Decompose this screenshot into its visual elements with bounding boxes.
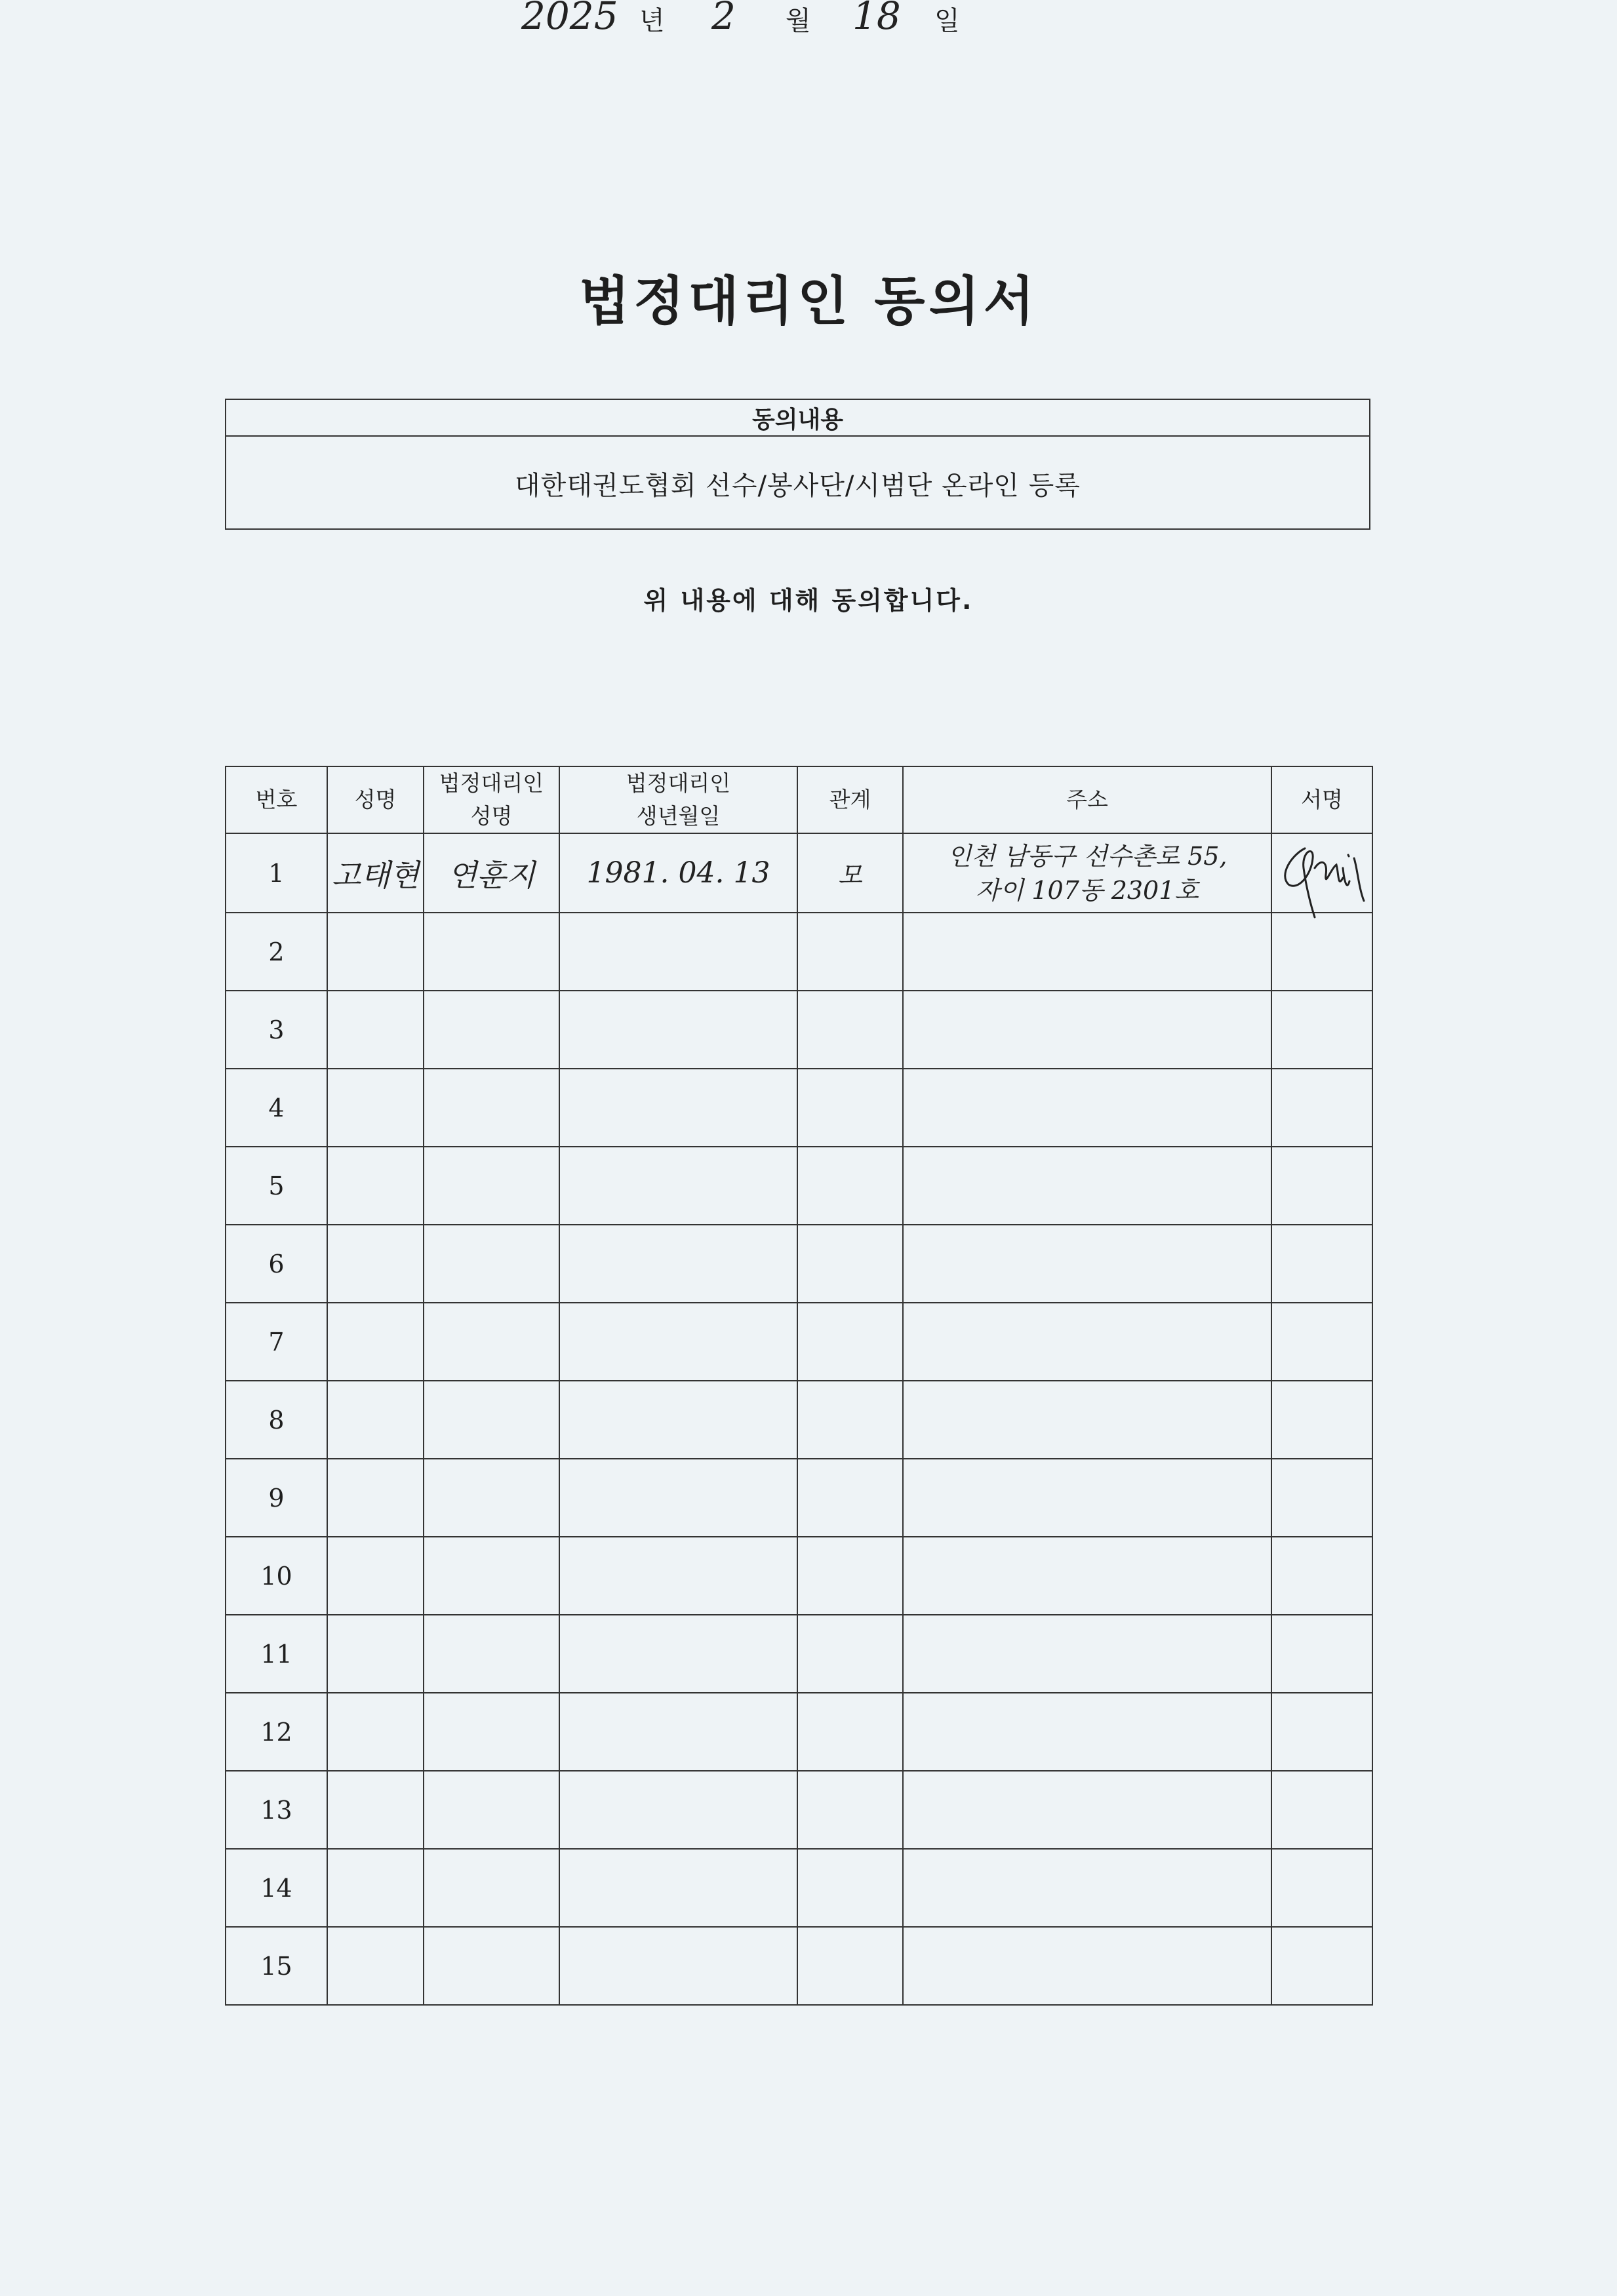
header-guardian-name-line2: 성명	[470, 803, 513, 829]
date-year: 2025	[521, 0, 618, 38]
table-row	[226, 833, 1372, 913]
table-row	[226, 1537, 1372, 1615]
agreement-box	[225, 399, 1370, 530]
cell-no: 1	[226, 833, 327, 913]
header-relation: 관계	[797, 766, 903, 833]
cell-no: 6	[226, 1225, 327, 1303]
cell-no: 3	[226, 991, 327, 1069]
cell-no: 5	[226, 1147, 327, 1225]
cell-no: 12	[226, 1693, 327, 1771]
header-guardian-birth-line1: 법정대리인	[626, 770, 731, 796]
table-row	[226, 1459, 1372, 1537]
header-no: 번호	[226, 766, 327, 833]
table-row	[226, 1225, 1372, 1303]
cell-no: 11	[226, 1615, 327, 1693]
cell-address	[903, 833, 1271, 913]
address-line2: 자이 107동 2301호	[975, 875, 1199, 905]
agreement-header: 동의내용	[226, 400, 1369, 437]
date-day: 18	[852, 0, 901, 38]
table-row	[226, 1771, 1372, 1849]
date-month: 2	[711, 0, 736, 38]
header-guardian-name-line1: 법정대리인	[439, 770, 544, 796]
table-row	[226, 1927, 1372, 2005]
cell-no: 4	[226, 1069, 327, 1147]
table-row	[226, 1615, 1372, 1693]
date-year-unit: 년	[639, 6, 665, 36]
signature-icon	[1266, 829, 1384, 920]
table-row	[226, 1381, 1372, 1459]
header-address: 주소	[903, 766, 1271, 833]
cell-guardian-name: 연훈지	[424, 833, 559, 913]
guardian-table	[225, 766, 1373, 2006]
cell-no: 10	[226, 1537, 327, 1615]
table-row	[226, 1069, 1372, 1147]
table-row	[226, 1693, 1372, 1771]
cell-no: 13	[226, 1771, 327, 1849]
consent-statement: 위 내용에 대해 동의합니다.	[643, 586, 974, 615]
header-name: 성명	[327, 766, 424, 833]
header-signature: 서명	[1271, 766, 1372, 833]
header-guardian-birth-line2: 생년월일	[636, 803, 721, 829]
page-title: 법정대리인 동의서	[578, 271, 1039, 332]
table-row	[226, 1303, 1372, 1381]
table-row	[226, 1849, 1372, 1927]
cell-no: 9	[226, 1459, 327, 1537]
date-month-unit: 월	[786, 6, 811, 36]
cell-name: 고태현	[327, 833, 424, 913]
table-header-row	[226, 766, 1372, 833]
date-day-unit: 일	[934, 6, 960, 36]
cell-relation: 모	[797, 833, 903, 913]
cell-no: 14	[226, 1849, 327, 1927]
table-row	[226, 1147, 1372, 1225]
cell-no: 7	[226, 1303, 327, 1381]
table-row	[226, 913, 1372, 991]
address-line1: 인천 남동구 선수촌로 55,	[947, 841, 1228, 871]
header-guardian-name	[424, 766, 559, 833]
cell-signature	[1271, 833, 1372, 913]
table-row	[226, 991, 1372, 1069]
cell-no: 8	[226, 1381, 327, 1459]
cell-guardian-birth: 1981. 04. 13	[559, 833, 797, 913]
cell-no: 2	[226, 913, 327, 991]
cell-no: 15	[226, 1927, 327, 2005]
header-guardian-birth	[559, 766, 797, 833]
agreement-content: 대한태권도협회 선수/봉사단/시범단 온라인 등록	[515, 470, 1081, 501]
